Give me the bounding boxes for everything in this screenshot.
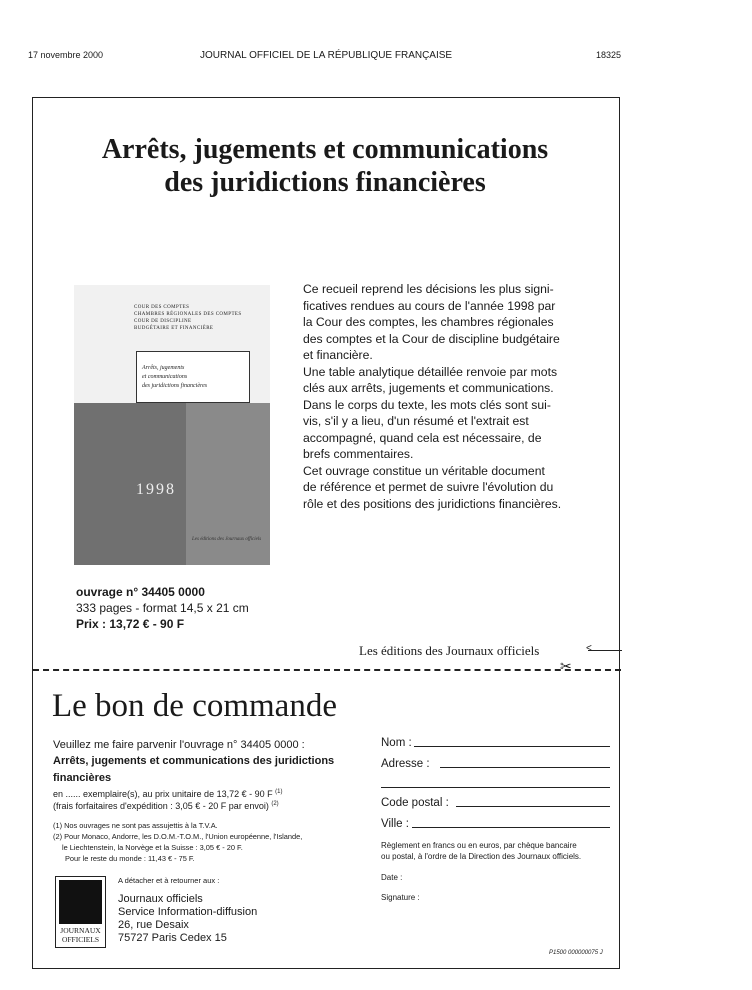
adresse-field[interactable] (440, 767, 610, 768)
date-label: Date : (381, 873, 403, 882)
cover-publisher: Les éditions des Journaux officiels (192, 537, 262, 542)
payment-terms: Règlement en francs ou en euros, par chèque bancaire (381, 841, 577, 850)
reference-code: P1500 000000075 J (549, 950, 603, 956)
footnote: (1) Nos ouvrages ne sont pas assujettis à la T.V.A. (53, 821, 218, 830)
description-line: la Cour des comptes, les chambres régionales (303, 315, 554, 329)
cover-institution-line: COUR DES COMPTES (134, 305, 190, 310)
address-line: 75727 Paris Cedex 15 (118, 932, 227, 944)
description-line: Une table analytique détaillée renvoie par mots (303, 364, 558, 379)
product-format: 333 pages - format 14,5 x 21 cm (76, 601, 249, 615)
signature-label: Signature : (381, 893, 420, 902)
logo-text: JOURNAUX (60, 926, 101, 935)
order-shipping: (frais forfaitaires d'expédition : 3,05 € - 20 F par envoi) $^{(2)}$ (53, 801, 279, 811)
cover-institution-line: CHAMBRES RÉGIONALES DES COMPTES (134, 312, 242, 317)
code-postal-field[interactable] (456, 806, 610, 807)
description-line: ficatives rendues au cours de l'année 1998 par (303, 298, 556, 313)
adresse-field-line2[interactable] (381, 787, 610, 788)
arrow-icon (588, 650, 622, 651)
product-price: Prix : 13,72 € - 90 F (76, 617, 185, 631)
description-line: rôle et des positions des juridictions financières. (303, 496, 562, 511)
order-copies: en ...... exemplaire(s), au prix unitaire de 13,72 € - 90 F $^{(1)}$ (53, 789, 283, 799)
nom-label: Nom : (381, 737, 412, 749)
order-form-title: Le bon de commande (52, 688, 337, 724)
product-number: ouvrage n° 34405 0000 (76, 585, 205, 599)
cover-book-title-line: des juridictions financières (142, 383, 208, 389)
logo-text: OFFICIELS (61, 935, 100, 944)
book-cover-image (74, 285, 270, 565)
description-line: Cet ouvrage constitue un véritable document (303, 463, 545, 478)
detach-instruction: A détacher et à retourner aux : (118, 876, 220, 885)
logo-mark (59, 880, 102, 924)
footnote: (2) Pour Monaco, Andorre, les D.O.M.-T.O.M., l'Union européenne, l'Islande, (53, 832, 303, 841)
publisher-line: Les éditions des Journaux officiels (359, 643, 540, 658)
description-line: brefs commentaires. (303, 447, 414, 461)
page-title-line1: Arrêts, jugements et communications (101, 134, 549, 165)
description-line: et financière. (303, 348, 373, 362)
header-page-number: 18325 (596, 50, 622, 60)
adresse-label: Adresse : (381, 758, 430, 770)
header-date: 17 novembre 2000 (28, 50, 104, 60)
description-line: de référence et permet de suivre l'évolution du (303, 480, 554, 494)
footnote-ref: (1) (275, 789, 283, 795)
journaux-officiels-logo (55, 876, 106, 948)
arrow-head-icon: < (586, 643, 592, 654)
order-book-title: financières (53, 772, 112, 784)
footnote: Pour le reste du monde : 11,43 € - 75 F. (65, 854, 195, 863)
ville-field[interactable] (412, 827, 610, 828)
code-postal-label: Code postal : (381, 797, 449, 809)
description-line: vis, s'il y a lieu, d'un résumé et l'extrait est (303, 414, 529, 428)
cover-book-title-line: et communications (142, 374, 188, 380)
description-line: Ce recueil reprend les décisions les plus signi- (303, 282, 554, 296)
footnote-ref: (2) (271, 801, 279, 807)
cut-line (33, 669, 621, 671)
cover-institution-line: COUR DE DISCIPLINE (134, 319, 192, 324)
cover-book-title-line: Arrêts, jugements (142, 365, 185, 371)
address-line: Service Information-diffusion (118, 906, 258, 918)
ville-label: Ville : (381, 818, 409, 830)
footnote: le Liechtenstein, la Norvège et la Suisse : 3,05 € - 20 F. (62, 843, 243, 852)
description-line: des comptes et la Cour de discipline budgétaire (303, 331, 560, 346)
address-line: 26, rue Desaix (118, 919, 189, 931)
description-line: clés aux arrêts, jugements et communications. (303, 381, 554, 395)
address-line: Journaux officiels (118, 893, 203, 905)
page-title-line2: des juridictions financières (164, 167, 486, 198)
order-book-title: Arrêts, jugements et communications des juridictions (53, 755, 335, 767)
order-intro: Veuillez me faire parvenir l'ouvrage n° 34405 0000 : (53, 739, 305, 751)
cover-year: 1998 (136, 481, 176, 498)
description-line: accompagné, quand cela est nécessaire, de (303, 430, 542, 445)
scissors-icon: ✂ (560, 658, 572, 674)
cover-institution-line: BUDGÉTAIRE ET FINANCIÈRE (134, 326, 214, 331)
payment-terms: ou postal, à l'ordre de la Direction des Journaux officiels. (381, 852, 582, 861)
description-line: Dans le corps du texte, les mots clés sont sui- (303, 397, 551, 412)
header-journal-title: JOURNAL OFFICIEL DE LA RÉPUBLIQUE FRANÇAISE (200, 50, 453, 61)
nom-field[interactable] (414, 746, 610, 747)
